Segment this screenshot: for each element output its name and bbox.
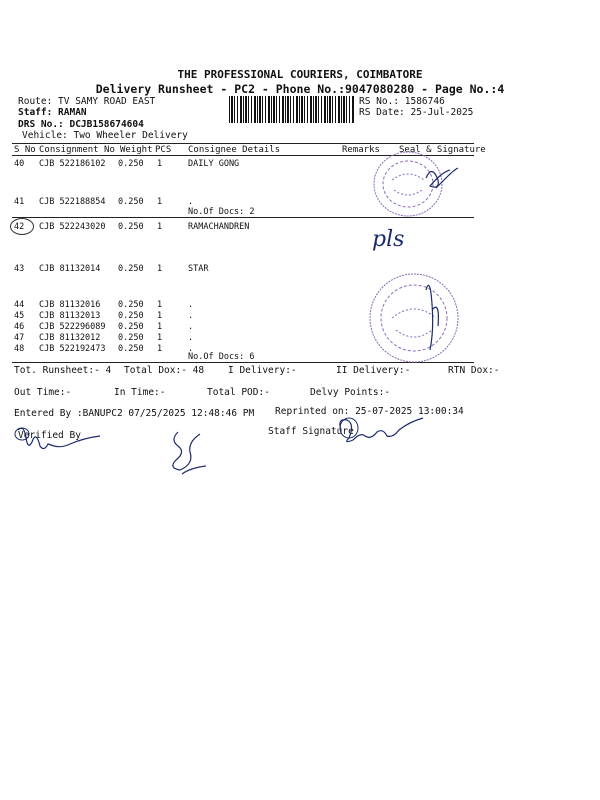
staff-label: Staff: RAMAN (18, 107, 87, 118)
col-seal: Seal & Signature (399, 145, 486, 155)
docs-count-note: No.Of Docs: 6 (188, 352, 255, 362)
col-remarks: Remarks (342, 145, 380, 155)
row-consignee: RAMACHANDREN (188, 222, 250, 232)
row-consignee: STAR (188, 264, 209, 274)
row-pcs: 1 (157, 264, 163, 274)
row-pcs: 1 (157, 333, 163, 343)
row-consignee: . (188, 197, 194, 207)
verified-by-label: Verified By (18, 430, 81, 441)
row-weight: 0.250 (118, 197, 144, 207)
row-pcs: 1 (157, 222, 163, 232)
staff-signature-label: Staff Signature (268, 426, 354, 437)
row-sno: 40 (14, 159, 25, 169)
row-consignee: . (188, 300, 194, 310)
total-dox: Total Dox:- 48 (124, 365, 205, 376)
col-sno: S No (14, 145, 36, 155)
vehicle-label: Vehicle: Two Wheeler Delivery (22, 130, 188, 141)
row-consignment: CJB 81132014 (39, 264, 101, 274)
row-weight: 0.250 (118, 159, 144, 169)
total-runsheet: Tot. Runsheet:- 4 (14, 365, 112, 376)
col-consignee: Consignee Details (188, 145, 281, 155)
row-consignment: CJB 522243020 (39, 222, 106, 232)
verified-by-signature (10, 420, 105, 460)
rtn-dox: RTN Dox:- (448, 365, 500, 376)
row-pcs: 1 (157, 322, 163, 332)
row-weight: 0.250 (118, 333, 144, 343)
row-pcs: 1 (157, 344, 163, 354)
row-consignee: . (188, 311, 194, 321)
in-time: In Time:- (114, 387, 166, 398)
rs-date: RS Date: 25-Jul-2025 (359, 107, 474, 118)
handwritten-remark: pls (372, 227, 405, 252)
i-delivery: I Delivery:- (228, 365, 297, 376)
row-sno: 42 (14, 222, 25, 232)
ii-delivery: II Delivery:- (336, 365, 411, 376)
out-time: Out Time:- (14, 387, 72, 398)
row-consignment: CJB 522186102 (39, 159, 106, 169)
docs-count-note: No.Of Docs: 2 (188, 207, 255, 217)
row-pcs: 1 (157, 311, 163, 321)
row-consignment: CJB 81132016 (39, 300, 101, 310)
company-seal-stamp (370, 150, 460, 222)
table-top-rule (12, 143, 474, 144)
company-seal-stamp (368, 270, 468, 370)
col-consignment: Consignment No (39, 145, 115, 155)
row-consignee: DAILY GONG (188, 159, 240, 169)
col-pcs: PCS (155, 145, 172, 155)
staff-signature-mark (335, 414, 425, 448)
delvy-points: Delvy Points:- (310, 387, 391, 398)
runsheet-subtitle: Delivery Runsheet - PC2 - Phone No.:9047080280 - Page No.:4 (95, 82, 505, 96)
row-sno: 47 (14, 333, 25, 343)
row-weight: 0.250 (118, 300, 144, 310)
total-pod: Total POD:- (207, 387, 270, 398)
row-pcs: 1 (157, 197, 163, 207)
row-consignment: CJB 81132012 (39, 333, 101, 343)
row-weight: 0.250 (118, 311, 144, 321)
company-title: THE PROFESSIONAL COURIERS, COIMBATORE (177, 68, 423, 81)
row-consignee: . (188, 322, 194, 332)
row-consignment: CJB 81132013 (39, 311, 101, 321)
drs-number: DRS No.: DCJB158674604 (18, 119, 144, 130)
row-sno: 41 (14, 197, 25, 207)
route-label: Route: TV SAMY ROAD EAST (18, 96, 156, 107)
barcode (229, 96, 355, 123)
row-consignee: . (188, 333, 194, 343)
row-pcs: 1 (157, 300, 163, 310)
row-sno: 46 (14, 322, 25, 332)
row-consignment: CJB 522188854 (39, 197, 106, 207)
row-sno: 43 (14, 264, 25, 274)
row-pcs: 1 (157, 159, 163, 169)
row-weight: 0.250 (118, 344, 144, 354)
row-consignment: CJB 522296089 (39, 322, 106, 332)
row-weight: 0.250 (118, 222, 144, 232)
row-sno: 48 (14, 344, 25, 354)
row-sno: 45 (14, 311, 25, 321)
row-sno: 44 (14, 300, 25, 310)
row-consignee: . (188, 344, 194, 354)
row-consignment: CJB 522192473 (39, 344, 106, 354)
reprinted-on: Reprinted on: 25-07-2025 13:00:34 (275, 406, 464, 417)
rs-number: RS No.: 1586746 (359, 96, 445, 107)
entered-by: Entered By :BANUPC2 07/25/2025 12:48:46 PM (14, 408, 255, 419)
row-weight: 0.250 (118, 322, 144, 332)
row-weight: 0.250 (118, 264, 144, 274)
staff-signature-scribble (160, 424, 210, 484)
col-weight: Weight (120, 145, 153, 155)
